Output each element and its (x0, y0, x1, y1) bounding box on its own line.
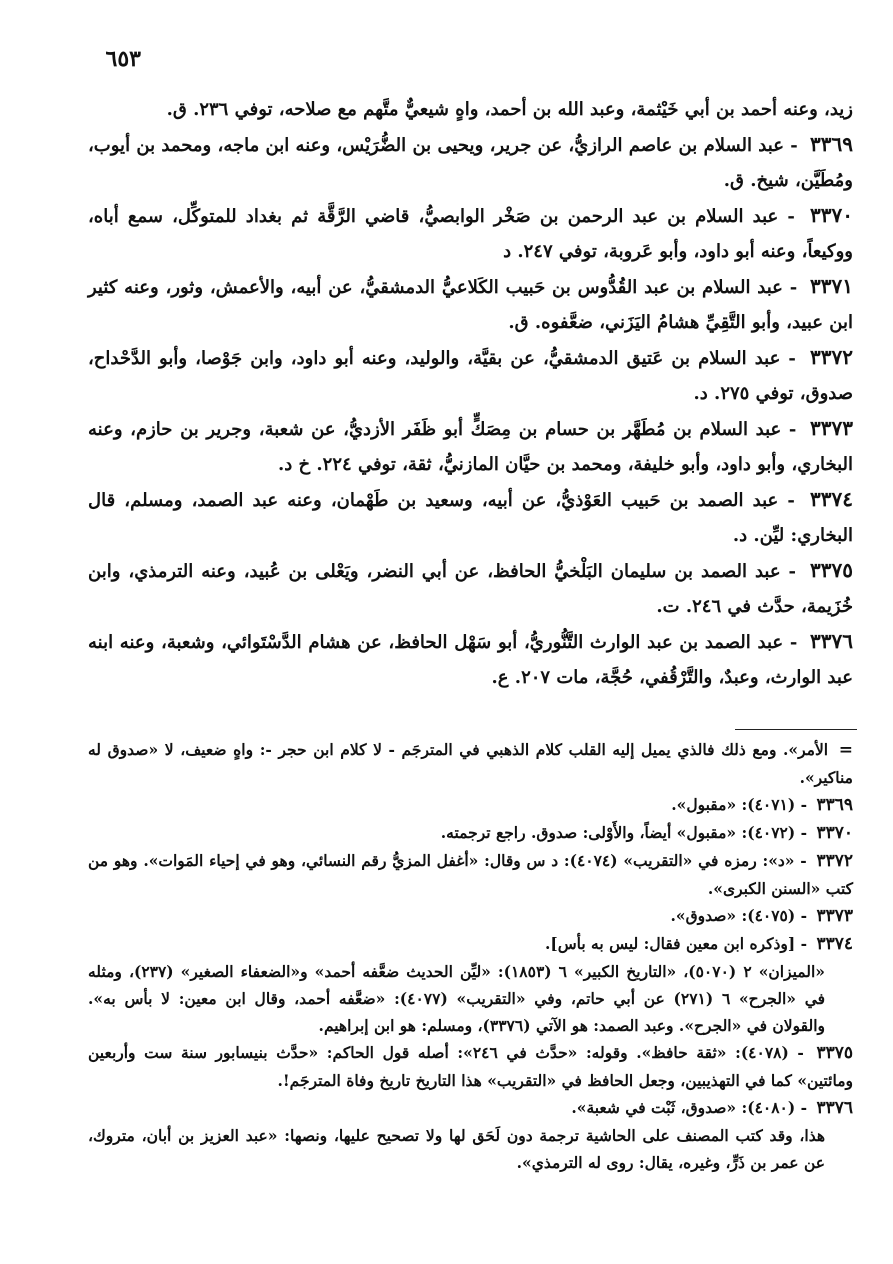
footnote-text: - (٤٠٧١): «مقبول». (671, 795, 808, 814)
footnote-number: ٣٣٧٠ (816, 823, 853, 843)
footnote-text: - «د»: رمزه في «التقريب» (٤٠٧٤): د س وقال: «أغفل المزيُّ رقم النسائي، وهو في إحياء المَوات». وهو من كتب «السنن الكبرى». (88, 851, 853, 898)
entry-text: - عبد السلام بن عبد الرحمن بن صَخْر الوابصيُّ، قاضي الرَّقَّة ثم بغداد للمتوكِّل، سمع أباه، ووكيعاً، وعنه أبو داود، وأبو عَروبة، توفي ٢٤٧. د (88, 206, 853, 262)
entry-number: ٣٣٧٢ (810, 345, 853, 369)
footnote-3373 (88, 902, 853, 930)
entry-3372 (88, 340, 853, 411)
footnotes (88, 736, 853, 1176)
footnote-text: - (٤٠٧٥): «صدوق». (670, 906, 808, 925)
entry-number: ٣٣٧٤ (810, 487, 853, 511)
entry-number: ٣٣٧٥ (810, 558, 853, 582)
footnote-3376 (88, 1094, 853, 1122)
footnote-text: - (٤٠٨٠): «صدوق، ثَبْت في شعبة». (571, 1098, 808, 1117)
entry-text: - عبد السلام بن عبد القُدُّوس بن حَبيب الكَلاعيُّ الدمشقيُّ، عن أبيه، والأعمش، وثور، وعنه كثير ابن عبيد، وأبو التَّقِيِّ هشامُ اليَزَني، ضعَّفوه. ق. (88, 277, 853, 333)
footnote-number: ٣٣٧٤ (816, 934, 853, 954)
footnote-text: الأمر». ومع ذلك فالذي يميل إليه القلب كلام الذهبي في المترجَم - لا كلام ابن حجر -: واهٍ ضعيف، لا «صدوق له مناكير». (88, 740, 853, 787)
entry-text: - عبد الصمد بن حَبيب العَوْذيُّ، عن أبيه، وسعيد بن طَهْمان، وعنه عبد الصمد، ومسلم، قال البخاري: ليِّن. د. (88, 490, 853, 546)
footnote-divider (735, 729, 857, 730)
footnote-3369 (88, 791, 853, 819)
footnote-text: - [وذكره ابن معين فقال: ليس به بأس]. (544, 934, 808, 953)
footnote-3370 (88, 819, 853, 847)
entry-text: - عبد الصمد بن عبد الوارث التَّنُّوريُّ، أبو سَهْل الحافظ، عن هشام الدَّسْتَوائي، وشعبة، وعنه ابنه عبد الوارث، وعبدٌ، والتَّرْقُفي، حُجَّة، مات ٢٠٧. ع. (88, 632, 853, 688)
footnote-number: ٣٣٧٢ (816, 851, 853, 871)
entry-number: ٣٣٧٠ (810, 203, 853, 227)
main-text (88, 92, 853, 695)
entry-text: - عبد السلام بن عَتيق الدمشقيُّ، عن بقيَّة، والوليد، وعنه أبو داود، وابن جَوْصا، وأبو الدَّحْداح، صدوق، توفي ٢٧٥. د. (88, 348, 853, 404)
footnote-number: ٣٣٦٩ (816, 795, 853, 815)
entry-text: - عبد السلام بن عاصم الرازيُّ، عن جرير، ويحيى بن الضُّرَيْس، وعنه ابن ماجه، ومحمد بن أيوب، ومُطَيَّن، شيخ. ق. (88, 135, 853, 191)
entry-3370 (88, 198, 853, 269)
entry-3376 (88, 624, 853, 695)
entry-3373 (88, 411, 853, 482)
footnote-text: - (٤٠٧٢): «مقبول» أيضاً، والأَوْلى: صدوق. راجع ترجمته. (440, 823, 808, 842)
continuation-text: زيد، وعنه أحمد بن أبي خَيْثمة، وعبد الله بن أحمد، واهٍ شيعيٌّ متَّهم مع صلاحه، توفي ٢٣٦. ق. (166, 99, 853, 120)
entry-text: - عبد السلام بن مُطَهَّر بن حسام بن مِصَكٍّ أبو ظَفَر الأزديُّ، عن شعبة، وجرير بن حازم، وعنه البخاري، وأبو داود، وأبو خليفة، ومحمد بن حيَّان المازنيُّ، ثقة، توفي ٢٢٤. خ د. (88, 419, 853, 475)
footnote-text: - (٤٠٧٨): «ثقة حافظ». وقوله: «حدَّث في ٢٤٦»: أصله قول الحاكم: «حدَّث بنيسابور سنة ست وأربعين ومائتين» كما في التهذيبين، وجعل الحافظ في «التقريب» هذا التاريخ تاريخ وفاة المترجَم!. (88, 1043, 853, 1090)
entry-3371 (88, 269, 853, 340)
footnote-number: ٣٣٧٣ (816, 906, 853, 926)
footnote-3374 (88, 930, 853, 958)
entry-number: ٣٣٧١ (810, 274, 853, 298)
footnote-3374-continuation: «الميزان» ٢ (٥٠٧٠)، «التاريخ الكبير» ٦ (١٨٥٣): «ليِّن الحديث ضعَّفه أحمد» و«الضعفاء الصغير» (٢٣٧)، ومثله في «الجرح» ٦ (٢٧١) عن أبي حاتم، وفي «التقريب» (٤٠٧٧): «ضعَّفه أحمد، وقال ابن معين: لا بأس به». والقولان في «الجرح». وعبد الصمد: هو الآتي (٣٣٧٦)، ومسلم: هو ابن إبراهيم. (88, 962, 826, 1035)
continuation-mark: = (838, 740, 853, 760)
footnote-3372 (88, 847, 853, 902)
entry-number: ٣٣٧٣ (810, 416, 853, 440)
entry-number: ٣٣٧٦ (810, 629, 853, 653)
footnote-3375 (88, 1039, 853, 1094)
footnote-number: ٣٣٧٥ (816, 1043, 854, 1063)
footnote-number: ٣٣٧٦ (816, 1098, 853, 1118)
footnote-continuation (88, 736, 853, 791)
entry-number: ٣٣٦٩ (810, 132, 853, 156)
page-number: ٦٥٣ (105, 46, 141, 72)
entry-text: - عبد الصمد بن سليمان البَلْخيُّ الحافظ، عن أبي النضر، ويَعْلى بن عُبيد، وعنه الترمذي، وابن خُزَيمة، حدَّث في ٢٤٦. ت. (88, 561, 853, 617)
entry-3374 (88, 482, 853, 553)
footnote-closing: هذا، وقد كتب المصنف على الحاشية ترجمة دون لَحَق لها ولا تصحيح عليها، ونصها: «عبد العزيز بن أبان، متروك، عن عمر بن ذَرٍّ، وغيره، يقال: روى له الترمذي». (88, 1126, 825, 1172)
entry-3369 (88, 127, 853, 198)
entry-3375 (88, 553, 853, 624)
